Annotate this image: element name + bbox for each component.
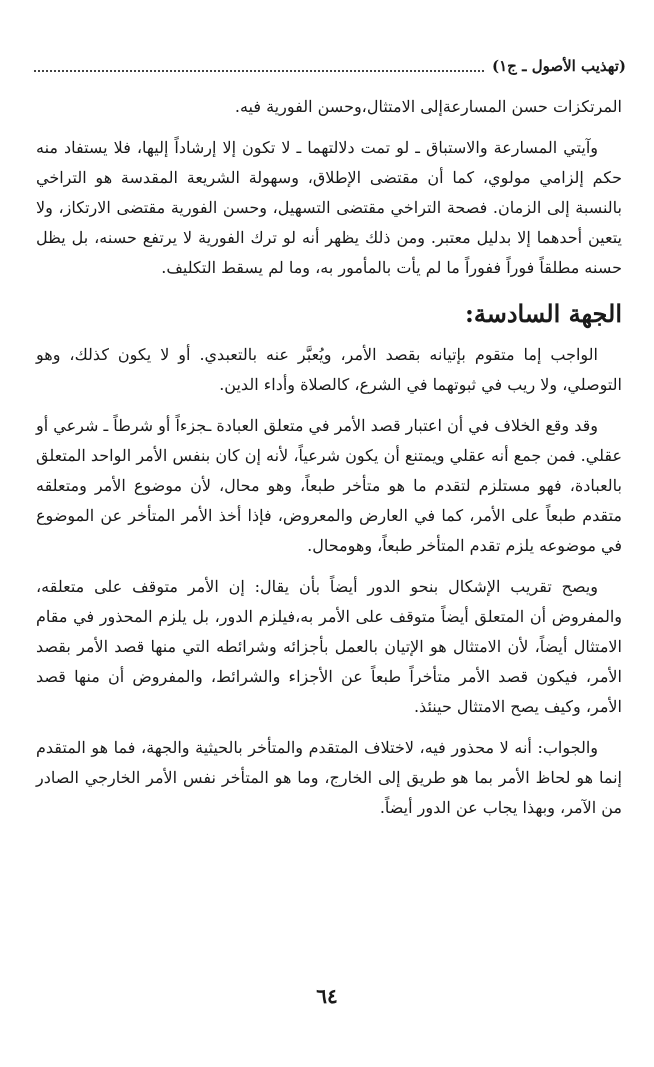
- paragraph-continuation: المرتكزات حسن المسارعةإلى الامتثال،وحسن الفورية فيه.: [234, 97, 622, 116]
- paragraph-obligatory-types: الواجب إما متقوم بإتيانه بقصد الأمر، ويُعبَّر عنه بالتعبدي. أو لا يكون كذلك، وهو التوصلي، ولا ريب في ثبوتهما في الشرع، كالصلاة وأداء الدين.: [36, 345, 622, 394]
- section-heading: الجهة السادسة:: [465, 299, 622, 328]
- header-dotted-leader: [34, 70, 484, 72]
- running-header-title: (تهذيب الأصول ـ ج١): [492, 57, 626, 75]
- running-header: [34, 52, 626, 80]
- page-number: ٦٤: [316, 984, 338, 1008]
- paragraph-dispute: وقد وقع الخلاف في أن اعتبار قصد الأمر في متعلق العبادة ـجزءاً أو شرطاً ـ شرعي أو عقلي. فمن جمع أنه عقلي ويمتنع أن يكون شرعياً، لأنه إن كان بنفس الأمر الواحد المتعلق بالعبادة، فهو مستلزم لتقدم ما هو متأخر طبعاً، وهو محال، لأن موضوع الأمر ومتعلقه متقدم طبعاً على الأمر، كما في العارض والمعروض، فإذا أخذ الأمر المتأخر عن الموضوع في موضوعه يلزم تقدم المتأخر طبعاً، وهومحال.: [36, 416, 623, 555]
- paragraph-answer: والجواب: أنه لا محذور فيه، لاختلاف المتقدم والمتأخر بالحيثية والجهة، فما هو المتقدم إنما هو لحاظ الأمر بما هو طريق إلى الخارج، وما هو المتأخر نفس الأمر الخارجي الصادر من الآمر، وبهذا يجاب عن الدور أيضاً.: [36, 738, 623, 817]
- paragraph-circularity: ويصح تقريب الإشكال بنحو الدور أيضاً بأن يقال: إن الأمر متوقف على متعلقه، والمفروض أن المتعلق أيضاً متوقف على الأمر به،فيلزم الدور، بل يلزم المحذور في مقام الامتثال أيضاً، لأن الامتثال هو الإتيان بالعمل بأجزائه وشرائطه التي منها قصد الأمر بقصد الأمر، فيكون قصد الأمر متأخراً طبعاً عن الأجزاء والشرائط، والمفروض أن منها قصد الأمر، وكيف يصح الامتثال حينئذ.: [36, 577, 622, 716]
- body-text: [36, 92, 622, 834]
- paragraph-haste-verses: وآيتي المسارعة والاستباق ـ لو تمت دلالتهما ـ لا تكون إلا إرشاداً إليها، فلا يستفاد منه حكم إلزامي مولوي، كما أن مقتضى الإطلاق، وسهولة الشريعة المقدسة هو التراخي بالنسبة إلى الزمان. فصحة التراخي مقتضى التسهيل، وحسن الفورية مقتضى الارتكاز، ولا يتعين أحدهما إلا بدليل معتبر. ومن ذلك يظهر أنه لو ترك الفورية لا يرتفع حسنه، بل يظل حسنه مطلقاً فوراً ففوراً ما لم يأت بالمأمور به، وما لم يسقط التكليف.: [36, 138, 622, 277]
